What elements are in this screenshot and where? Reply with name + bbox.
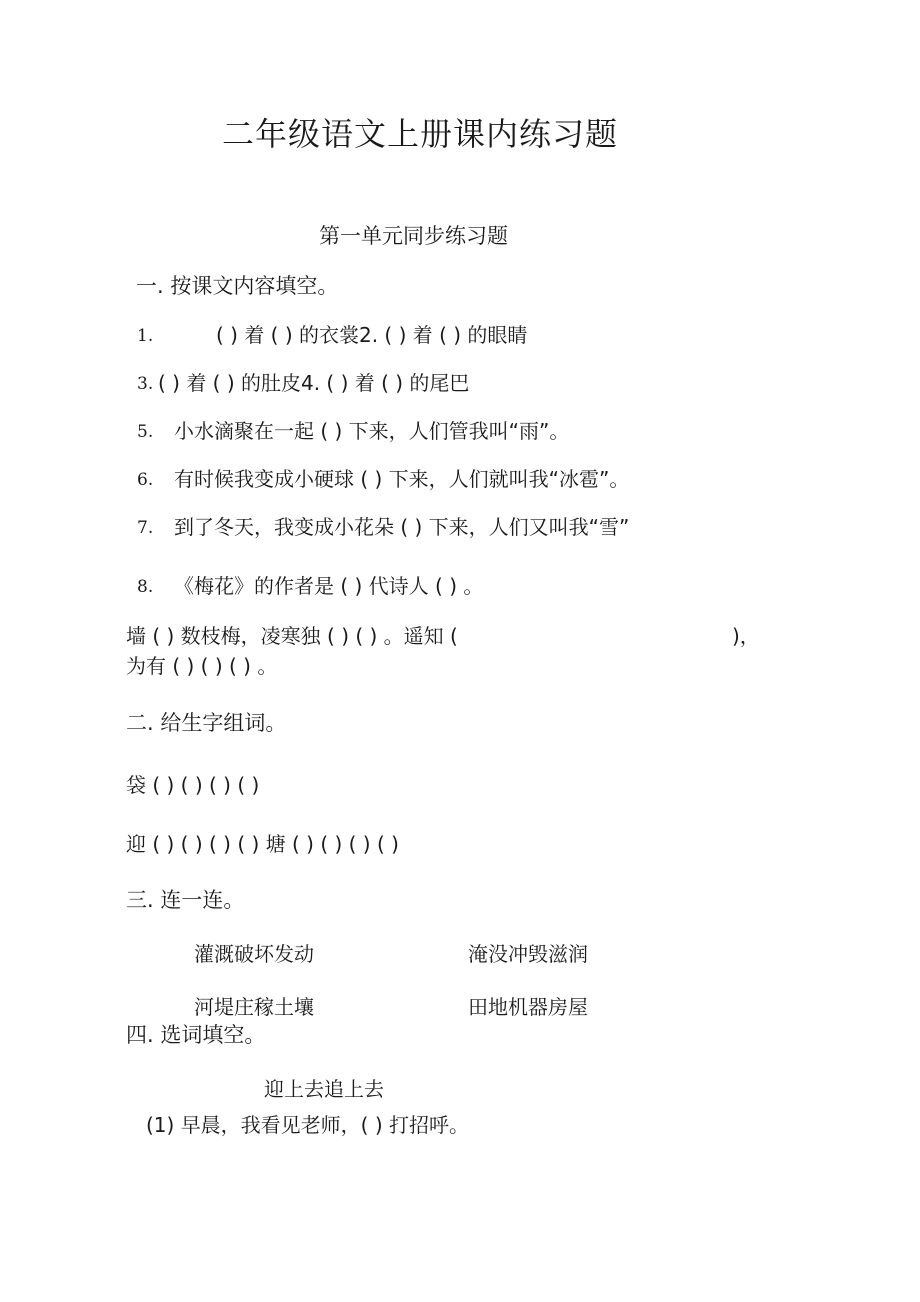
- section1-heading: 一. 按课文内容填空。: [136, 274, 339, 298]
- fill-blank-item: ( ) 着 ( ) 的肚皮4. ( ) 着 ( ) 的尾巴: [158, 371, 470, 395]
- section2-heading: 二. 给生字组词。: [126, 711, 287, 735]
- item-number: 1.: [137, 326, 154, 346]
- word-group-row: 迎 ( ) ( ) ( ) ( ) 塘 ( ) ( ) ( ) ( ): [126, 832, 399, 856]
- match-right-word-group: 田地机器房屋: [468, 995, 588, 1019]
- item-number: 5.: [137, 422, 154, 442]
- fill-blank-item: 小水滴聚在一起 ( ) 下来，人们管我叫“雨”。: [174, 419, 570, 443]
- fill-blank-item: ( ) 着 ( ) 的衣裳2. ( ) 着 ( ) 的眼睛: [216, 323, 528, 347]
- unit-subtitle: 第一单元同步练习题: [319, 224, 508, 248]
- match-left-word-group: 灌溉破坏发动: [194, 942, 314, 966]
- match-right-word-group: 淹没冲毁滋润: [468, 942, 588, 966]
- fill-blank-item: 有时候我变成小硬球 ( ) 下来，人们就叫我“冰雹”。: [174, 467, 630, 491]
- section3-heading: 三. 连一连。: [126, 888, 245, 912]
- word-group-row: 袋 ( ) ( ) ( ) ( ): [126, 773, 260, 797]
- item-number: 3.: [137, 374, 154, 394]
- fill-blank-item: 《梅花》的作者是 ( ) 代诗人 ( ) 。: [174, 574, 484, 598]
- poem-line-2: 为有 ( ) ( ) ( ) 。: [126, 654, 278, 678]
- poem-line-1-end: )，: [732, 624, 760, 648]
- item-number: 6.: [137, 470, 154, 490]
- item-number: 8.: [137, 577, 154, 597]
- section4-heading: 四. 选词填空。: [126, 1023, 266, 1047]
- fill-blank-item: 到了冬天，我变成小花朵 ( ) 下来，人们又叫我“雪”: [174, 515, 630, 539]
- word-bank: 迎上去追上去: [264, 1077, 384, 1101]
- match-left-word-group: 河堤庄稼土壤: [194, 995, 314, 1019]
- document-title: 二年级语文上册课内练习题: [222, 115, 619, 153]
- item-number: 7.: [137, 518, 154, 538]
- poem-line-1: 墙 ( ) 数枝梅，凌寒独 ( ) ( ) 。遥知 (: [126, 624, 458, 648]
- choose-word-question: (1) 早晨，我看见老师，( ) 打招呼。: [146, 1113, 470, 1137]
